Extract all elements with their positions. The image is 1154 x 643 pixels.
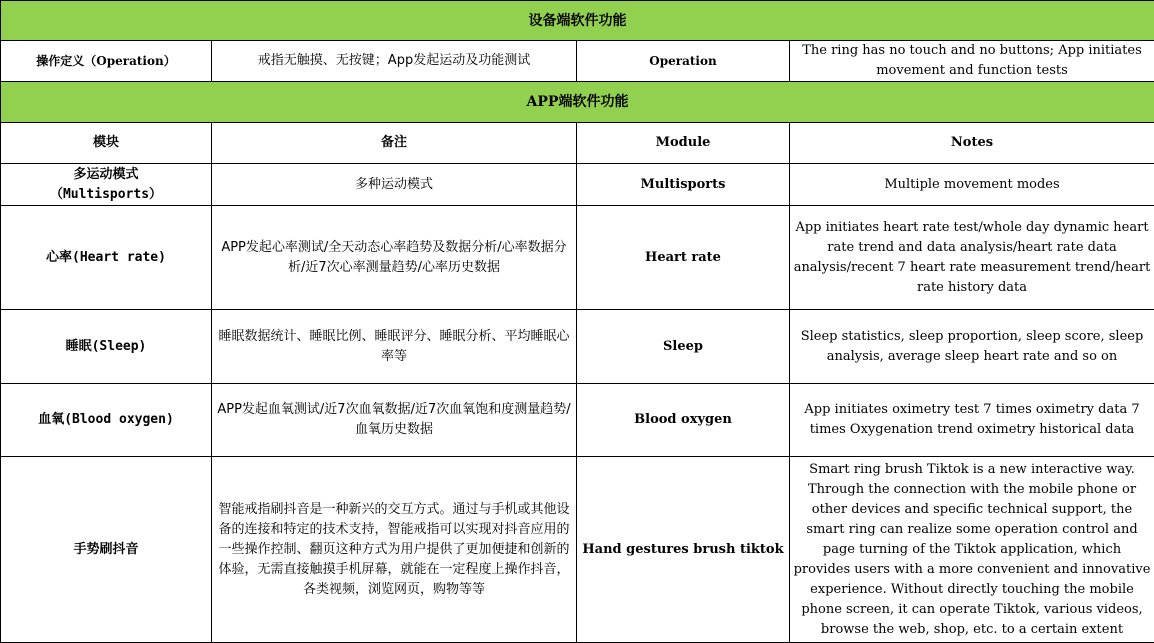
module-cn-multisports [1, 164, 212, 206]
module-cn-blood-oxygen: 血氧(Blood oxygen) [1, 384, 212, 457]
module-en-blood-oxygen: Blood oxygen [577, 384, 790, 457]
notes-en-multisports: Multiple movement modes [790, 164, 1154, 206]
module-cn-multisports-line2: （Multisports） [4, 185, 208, 205]
table-row-gestures [1, 457, 1154, 643]
operation-desc-cn: 戒指无触摸、无按键；App发起运动及功能测试 [212, 41, 577, 82]
operation-row [1, 41, 1154, 82]
module-cn-heart-rate: 心率(Heart rate) [1, 206, 212, 310]
app-section-title: APP端软件功能 [1, 82, 1154, 123]
module-en-heart-rate: Heart rate [577, 206, 790, 310]
table-row-multisports [1, 164, 1154, 206]
module-cn-multisports-line1: 多运动模式 [4, 165, 208, 185]
column-header-row [1, 123, 1154, 164]
module-cn-sleep: 睡眠(Sleep) [1, 310, 212, 384]
notes-cn-blood-oxygen: APP发起血氧测试/近7次血氧数据/近7次血氧饱和度测量趋势/血氧历史数据 [212, 384, 577, 457]
module-cn-gestures: 手势刷抖音 [1, 457, 212, 643]
header-module-cn: 模块 [1, 123, 212, 164]
app-section-header-row [1, 82, 1154, 123]
header-notes-cn: 备注 [212, 123, 577, 164]
operation-label-cn: 操作定义（Operation） [1, 41, 212, 82]
notes-en-blood-oxygen: App initiates oximetry test 7 times oximetry data 7 times Oxygenation trend oximetry historical data [790, 384, 1154, 457]
module-en-multisports: Multisports [577, 164, 790, 206]
notes-en-heart-rate: App initiates heart rate test/whole day dynamic heart rate trend and data analysis/heart rate data analysis/recent 7 heart rate measurement trend/heart rate history data [790, 206, 1154, 310]
notes-en-sleep: Sleep statistics, sleep proportion, sleep score, sleep analysis, average sleep heart rate and so on [790, 310, 1154, 384]
operation-label-en: Operation [577, 41, 790, 82]
notes-cn-multisports: 多种运动模式 [212, 164, 577, 206]
header-module-en: Module [577, 123, 790, 164]
device-section-header-row [1, 1, 1154, 41]
operation-desc-en: The ring has no touch and no buttons; App initiates movement and function tests [790, 41, 1154, 82]
notes-cn-gestures: 智能戒指刷抖音是一种新兴的交互方式。通过与手机或其他设备的连接和特定的技术支持，智能戒指可以实现对抖音应用的一些操作控制、翻页这种方式为用户提供了更加便捷和创新的体验，无需直接触摸手机屏幕，就能在一定程度上操作抖音，各类视频，浏览网页，购物等等 [212, 457, 577, 643]
table-row-sleep [1, 310, 1154, 384]
notes-cn-heart-rate: APP发起心率测试/全天动态心率趋势及数据分析/心率数据分析/近7次心率测量趋势/心率历史数据 [212, 206, 577, 310]
module-en-sleep: Sleep [577, 310, 790, 384]
notes-cn-sleep: 睡眠数据统计、睡眠比例、睡眠评分、睡眠分析、平均睡眠心率等 [212, 310, 577, 384]
header-notes-en: Notes [790, 123, 1154, 164]
table-row-blood-oxygen [1, 384, 1154, 457]
table-row-heart-rate [1, 206, 1154, 310]
module-en-gestures: Hand gestures brush tiktok [577, 457, 790, 643]
device-section-title: 设备端软件功能 [1, 1, 1154, 41]
notes-en-gestures: Smart ring brush Tiktok is a new interactive way. Through the connection with the mobile phone or other devices and specific technical support, the smart ring can realize some operation control and page turning of the Tiktok application, which provides users with a more convenient and innovative experience. Without directly touching the mobile phone screen, it can operate Tiktok, various videos, browse the web, shop, etc. to a certain extent [790, 457, 1154, 643]
